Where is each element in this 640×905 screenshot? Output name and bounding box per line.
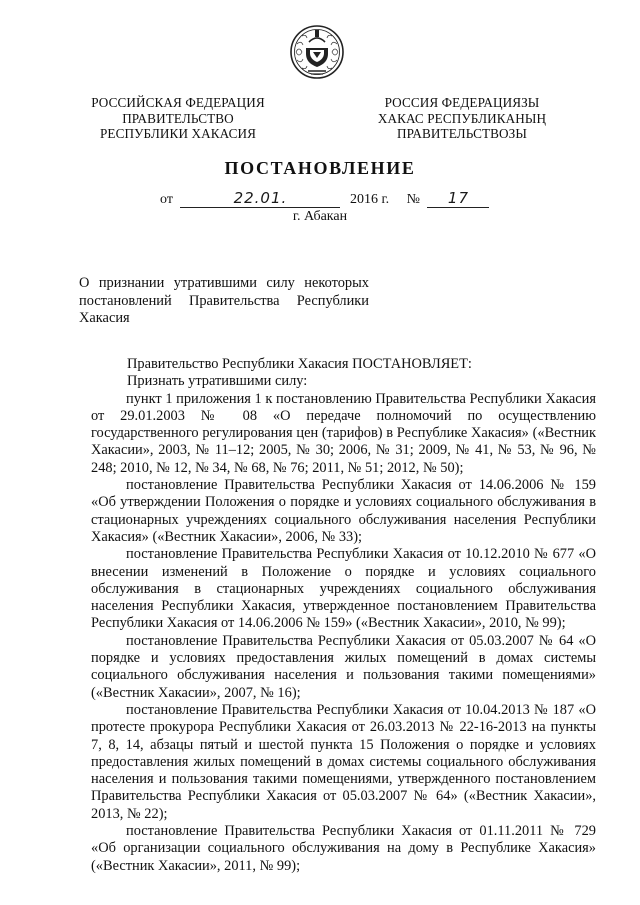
date-prefix: от	[160, 192, 173, 207]
number-sign: №	[406, 192, 420, 207]
header-right-line: ПРАВИТЕЛЬСТВОЗЫ	[397, 126, 527, 141]
subject-line: постановлений Правительства Республики	[79, 292, 369, 309]
body-paragraph: Правительство Республики Хакасия ПОСТАНОВЛЯЕТ:	[127, 356, 472, 372]
subject-line: Хакасия	[79, 310, 130, 326]
header-left-block	[78, 95, 278, 142]
handwritten-date: 22.01.	[233, 189, 288, 207]
subject-line: О признании утратившими силу некоторых	[79, 275, 369, 291]
header-right-block	[362, 95, 562, 142]
document-body	[91, 356, 596, 875]
body-paragraph: Признать утратившими силу:	[127, 373, 308, 390]
body-paragraph: постановление Правительства Республики Хакасия от 10.12.2010 № 677 «О внесении изменений в Положение о порядке и условиях социального обслуживания в стационарных учреждениях социального обслуживания населения Республики Хакасия, утвержденное постановлением Правительства Республики Хакасия от 14.06.2006 № 159» («Вестник Хакасии», 2010, № 99);	[91, 546, 596, 632]
city-label: г. Абакан	[292, 209, 348, 224]
date-number-line	[160, 191, 489, 208]
header-left-line: ПРАВИТЕЛЬСТВО	[122, 110, 234, 126]
header-left-line: РЕСПУБЛИКИ ХАКАСИЯ	[100, 126, 256, 141]
body-paragraph: постановление Правительства Республики Хакасия от 10.04.2013 № 187 «О протесте прокурора Республики Хакасия от 26.03.2013 № 22-16-2013 на пункты 7, 8, 14, абзацы пятый и шестой пункта 15 Положения о порядке и условиях предоставления жилых помещений в домах системы социального обслуживания населения и пользования такими помещениями, утвержденного постановлением Правительства Республики Хакасия от 05.03.2007 № 64» («Вестник Хакасии», 2013, № 22);	[91, 701, 596, 822]
header-right-line: ХАКАС РЕСПУБЛИКАНЫҢ	[377, 110, 547, 126]
subject-block	[79, 275, 369, 328]
body-paragraph: постановление Правительства Республики Хакасия от 01.11.2011 № 729 «Об организации социального обслуживания на дому в Республике Хакасия» («Вестник Хакасии», 2011, № 99);	[91, 823, 596, 874]
handwritten-number: 17	[447, 189, 470, 207]
number-field	[427, 191, 489, 208]
body-paragraph: постановление Правительства Республики Хакасия от 05.03.2007 № 64 «О порядке и условиях предоставления жилых помещений в домах системы социального обслуживания населения и пользования такими помещениями» («Вестник Хакасии», 2007, № 16);	[91, 632, 596, 701]
header-left-line: РОССИЙСКАЯ ФЕДЕРАЦИЯ	[91, 95, 265, 110]
header-right-line: РОССИЯ ФЕДЕРАЦИЯЗЫ	[384, 95, 540, 110]
body-paragraph: пункт 1 приложения 1 к постановлению Правительства Республики Хакасия от 29.01.2003 № 08 «О передаче полномочий по осуществлению государственного регулирования цен (тарифов) в Республике Хакасия» («Вестник Хакасии», 2003, № 11–12; 2005, № 30; 2006, № 31; 2009, № 41, № 53, № 96, № 248; 2010, № 12, № 34, № 68, № 76; 2011, № 51; 2012, № 50);	[91, 390, 596, 476]
body-paragraph: постановление Правительства Республики Хакасия от 14.06.2006 № 159 «Об утверждении Положения о порядке и условиях социального обслуживания в стационарных учреждениях социального обслуживания населения Республики Хакасия» («Вестник Хакасии», 2006, № 33);	[91, 477, 596, 545]
date-field	[180, 191, 340, 208]
document-title: ПОСТАНОВЛЕНИЕ	[224, 158, 416, 178]
coat-of-arms-emblem	[288, 22, 346, 80]
year-label: 2016 г.	[349, 192, 390, 207]
